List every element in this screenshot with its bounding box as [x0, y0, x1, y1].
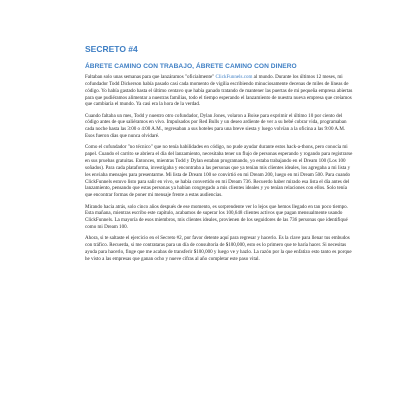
chapter-subtitle: ÁBRETE CAMINO CON TRABAJO, ÁBRETE CAMINO CON DINERO [85, 63, 297, 70]
paragraph-1-text-start: Faltaban solo unas semanas para que lanzáramos "oficialmente" [85, 74, 216, 80]
paragraph-5: Ahora, si te saltaste el ejercicio en el Secreto #2, por favor detente aquí para regresar y hacerlo. Es la clave para llenar tus embudos con tráfico. Recuerda, si me contrataras para un día de consultoría de $100,000, esto es lo primero que te haría hacer. Si necesitas ayuda para hacerlo, finge que me acabas de transferir $100,000 y luego ve y hazlo. La razón por la que enfatizo esto tanto es porque he visto a las empresas que ganan ocho y nueve cifras al año completar este paso vital. [85, 235, 352, 262]
clickfunnels-link[interactable]: ClickFunnels.com [215, 74, 253, 80]
paragraph-1 [85, 74, 354, 108]
paragraph-4: Mirando hacia atrás, solo cinco años después de ese momento, es sorprendente ver lo lejos que hemos llegado en tan poco tiempo. Esta mañana, mientras escribo este capítulo, acabamos de superar los 100,648 clientes activos que pagan mensualmente usando ClickFunnels. La mayoría de esos miembros, mis clientes ideales, provienen de los seguidores de las 736 personas que identifiqué como mi Dream 100. [85, 203, 348, 231]
secret-title: SECRETO #4 [85, 44, 138, 54]
paragraph-2: Cuando faltaba un mes, Todd y nuestro otro cofundador, Dylan Jones, volaron a Boise para exprimir el último 10 por ciento del código antes de que saliéramos en vivo. Impulsados por Red Bulls y un deseo ardiente de ver a su bebé cobrar vida, programaban cada noche hasta las 3:00 o 4:00 A.M., regresaban a sus hoteles para una breve siesta y luego volvían a la oficina a las 9:00 A.M. Esos fueron días que nunca olvidaré. [85, 112, 347, 140]
paragraph-1-text-end: al mundo. Durante los últimos 12 meses, mi cofundador Todd Dickerson había pasado casi cada momento de vigilia escribiendo minuciosamente decenas de miles de líneas de código. Yo había gastado hasta el último centavo que había ganado tratando de mantener las puertas de mi pequeña empresa abiertas para que pudiéramos alimentar a nuestras familias, todo el tiempo esperando el lanzamiento de nuestra nueva empresa que creíamos que cambiaría el mundo. Ya casi era la hora de la verdad. [85, 74, 353, 108]
paragraph-3: Como el cofundador "no técnico" que no tenía habilidades en código, no pude ayudar durante estos hack-a-thons, pero conocía mi papel. Cuando el carrito se abriera el día del lanzamiento, necesitaba tener un flujo de personas esperando y rogando para registrarse en sus pruebas gratuitas. Entonces, mientras Todd y Dylan estaban programando, yo estaba trabajando en el Dream 100 (Los 100 soñados). Para cada plataforma, investigaba y encontraba a las personas que ya tenían mis clientes ideales, los agregaba a mi lista y les enviaba mensajes para presentarme. Mi lista de Dream 100 se convirtió en mi Dream 200, luego en mi Dream 500. Para cuando ClickFunnels estuvo listo para salir en vivo, se había convertido en mi Dream 736. Recuerdo haber mirado esa lista el día antes del lanzamiento, pensando que estas personas ya habían congregado a mis clientes ideales y yo tenían relaciones con ellos. Solo tenía que encontrar formas de poner mi mensaje frente a estas audiencias. [85, 144, 353, 199]
